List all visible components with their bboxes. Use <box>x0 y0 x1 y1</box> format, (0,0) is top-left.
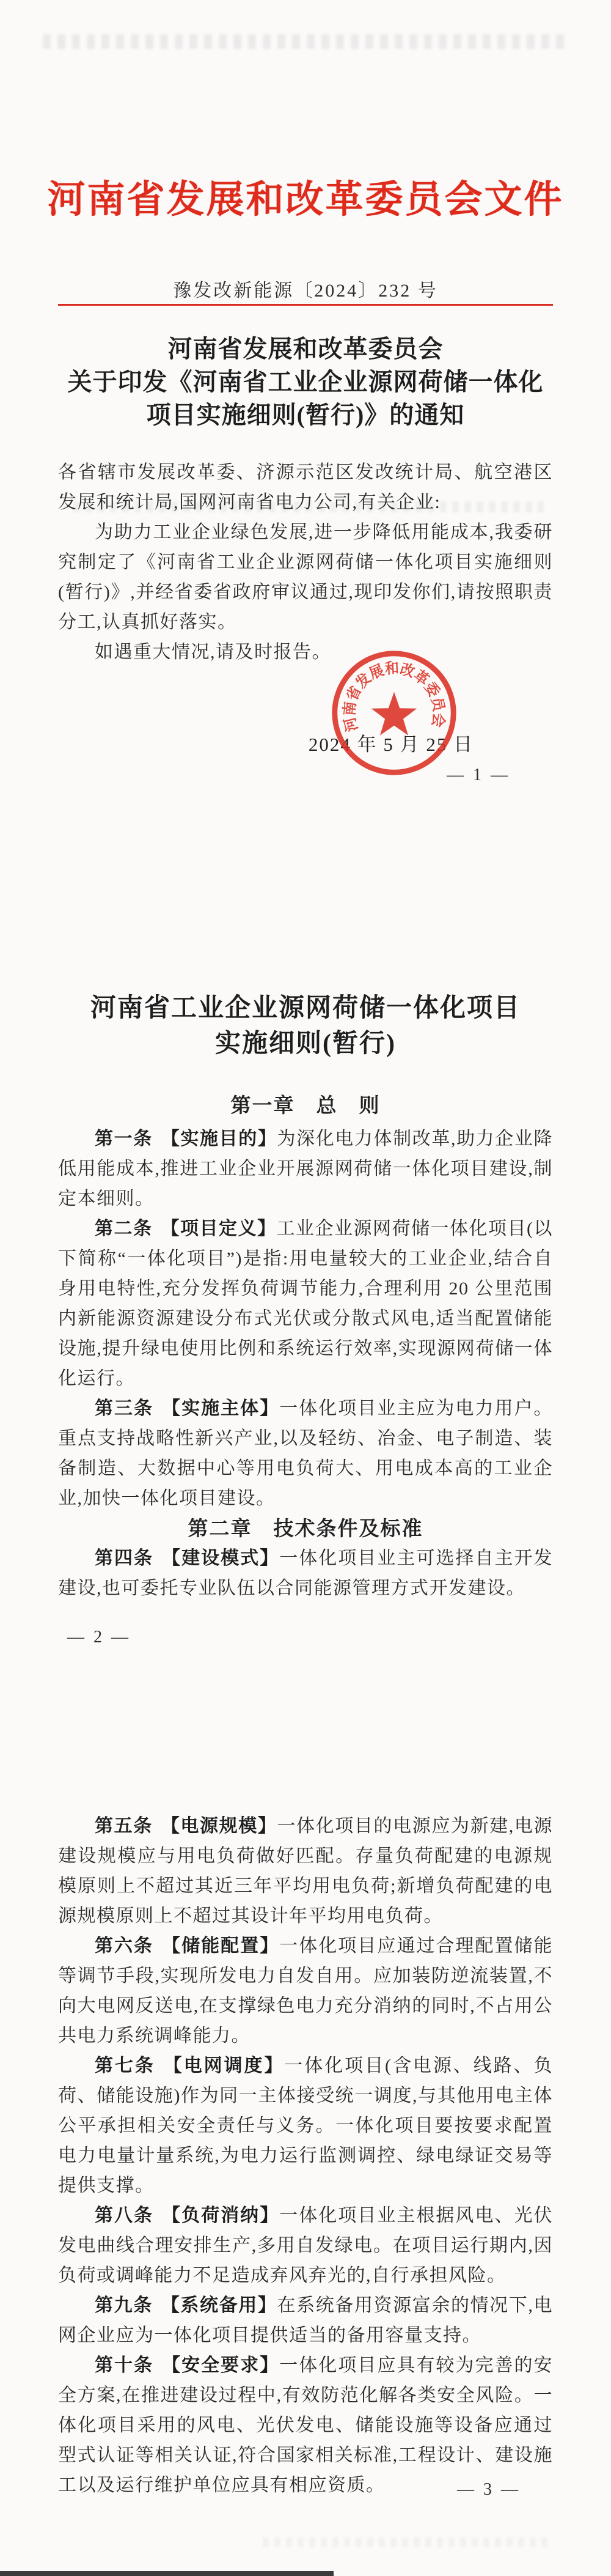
article-text: 一体化项目的电源应为新建,电源建设规模应与用电负荷做好匹配。存量负荷配建的电源规模原则上不超过其近三年平均用电负荷;新增负荷配建的电源规模原则上不超过其设计年平均用电负荷。 <box>58 1816 554 1926</box>
article-text: 一体化项目业主可选择自主开发建设,也可委托专业队伍以合同能源管理方式开发建设。 <box>58 1548 554 1598</box>
salutation: 各省辖市发展改革委、济源示范区发改统计局、航空港区发展和统计局,国网河南省电力公司,有关企业: <box>58 462 553 512</box>
article-item <box>58 2290 553 2350</box>
article-number: 第十条 <box>95 2355 154 2375</box>
seal-star-icon <box>371 692 417 736</box>
article-item <box>58 2201 553 2290</box>
article-number: 第七条 <box>95 2056 155 2076</box>
article-number: 第九条 <box>95 2295 153 2316</box>
chapter-2-heading: 第二章 技术条件及标准 <box>188 1517 423 1540</box>
bleed-through-smudge <box>43 34 568 49</box>
regulation-title-line-2: 实施细则(暂行) <box>215 1030 396 1058</box>
article-tag: 【建设模式】 <box>162 1548 280 1568</box>
notice-paragraph: 如遇重大情况,请及时报告。 <box>95 642 331 662</box>
article-item <box>58 1931 553 2051</box>
article-text: 一体化项目业主根据风电、光伏发电曲线合理安排生产,多用自发绿电。在项目运行期内,因负荷或调峰能力不足造成弃风弃光的,自行承担风险。 <box>58 2205 554 2286</box>
next-page-scan-edge <box>0 2571 334 2576</box>
article-text: 为深化电力体制改革,助力企业降低用能成本,推进工业企业开展源网荷储一体化项目建设,制定本细则。 <box>58 1129 554 1209</box>
article-item <box>58 1124 553 1214</box>
article-number: 第六条 <box>95 1936 154 1956</box>
article-text: 一体化项目(含电源、线路、负荷、储能设施)作为同一主体接受统一调度,与其他用电主体公平承担相关安全责任与义务。一体化项目要按要求配置电力电量计量系统,为电力运行监测调控、绿电绿证交易等提供支撑。 <box>58 2056 553 2196</box>
article-item <box>58 1811 553 1931</box>
doc-number: 豫发改新能源〔2024〕232 号 <box>173 281 438 301</box>
article-number: 第三条 <box>95 1398 154 1419</box>
article-tag: 【实施目的】 <box>161 1129 277 1149</box>
article-text: 一体化项目应通过合理配置储能等调节手段,实现所发电力自发自用。应加装防逆流装置,不向大电网反送电,在支撑绿色电力充分消纳的同时,不占用公共电力系统调峰能力。 <box>58 1936 554 2046</box>
article-text: 一体化项目业主应为电力用户。重点支持战略性新兴产业,以及轻纺、冶金、电子制造、装备制造、大数据中心等用电负荷大、用电成本高的工业企业,加快一体化项目建设。 <box>58 1398 554 1508</box>
article-tag: 【负荷消纳】 <box>162 2205 280 2226</box>
notice-title-line-1: 河南省发展和改革委员会 <box>167 335 444 363</box>
notice-body <box>58 457 553 667</box>
article-tag: 【系统备用】 <box>161 2295 277 2316</box>
article-text: 工业企业源网荷储一体化项目(以下简称“一体化项目”)是指:用电量较大的工业企业,结合自身用电特性,充分发挥负荷调节能力,合理利用 20 公里范围内新能源资源建设分布式光伏或分散式风电,适当配置储能设施,提升绿电使用比例和系统运行效率,实现源网荷储一体化运行。 <box>58 1219 553 1389</box>
regulation-title <box>0 991 611 1061</box>
article-tag: 【电源规模】 <box>161 1816 277 1836</box>
article-item <box>58 2350 553 2500</box>
notice-title <box>0 333 611 432</box>
notice-title-line-3: 项目实施细则(暂行)》的通知 <box>146 401 465 429</box>
article-item <box>58 1393 553 1513</box>
article-item <box>58 1214 553 1393</box>
regulation-title-line-1: 河南省工业企业源网荷储一体化项目 <box>90 994 521 1022</box>
issue-date: 2024 年 5 月 25 日 <box>308 734 474 755</box>
chapter-1-heading: 第一章 总 则 <box>230 1094 381 1116</box>
article-text: 一体化项目应具有较为完善的安全方案,在推进建设过程中,有效防范化解各类安全风险。一体化项目采用的风电、光伏发电、储能设施等设备应通过型式认证等相关认证,符合国家相关标准,工程设计、建设施工以及运行维护单位应具有相应资质。 <box>58 2355 554 2495</box>
article-tag: 【项目定义】 <box>161 1219 277 1239</box>
article-number: 第五条 <box>95 1816 153 1836</box>
regulation-body-page2 <box>58 1124 553 1603</box>
red-separator-line <box>58 304 553 306</box>
bleed-through-smudge <box>263 2537 550 2547</box>
official-seal <box>328 647 460 779</box>
article-tag: 【安全要求】 <box>162 2355 280 2375</box>
article-tag: 【实施主体】 <box>162 1398 280 1419</box>
page-number-3: — 3 — <box>457 2480 521 2499</box>
red-header-banner: 河南省发展和改革委员会文件 <box>47 179 564 221</box>
regulation-body-page3 <box>58 1811 553 2500</box>
article-tag: 【电网调度】 <box>163 2056 285 2076</box>
article-item <box>58 2051 553 2201</box>
article-tag: 【储能配置】 <box>162 1936 280 1956</box>
article-number: 第八条 <box>95 2205 154 2226</box>
page-number-1: — 1 — <box>447 766 510 784</box>
article-item <box>58 1543 553 1603</box>
article-number: 第一条 <box>95 1129 153 1149</box>
article-number: 第四条 <box>95 1548 154 1568</box>
notice-title-line-2: 关于印发《河南省工业企业源网荷储一体化 <box>67 368 544 396</box>
article-number: 第二条 <box>95 1219 153 1239</box>
notice-paragraph: 为助力工业企业绿色发展,进一步降低用能成本,我委研究制定了《河南省工业企业源网荷储一体化项目实施细则(暂行)》,并经省委省政府审议通过,现印发你们,请按照职责分工,认真抓好落实。 <box>58 522 553 632</box>
seal-text: 河南省发展和改革委员会 <box>341 660 447 734</box>
article-text: 在系统备用资源富余的情况下,电网企业应为一体化项目提供适当的备用容量支持。 <box>58 2295 554 2345</box>
page-number-2: — 2 — <box>67 1628 131 1647</box>
